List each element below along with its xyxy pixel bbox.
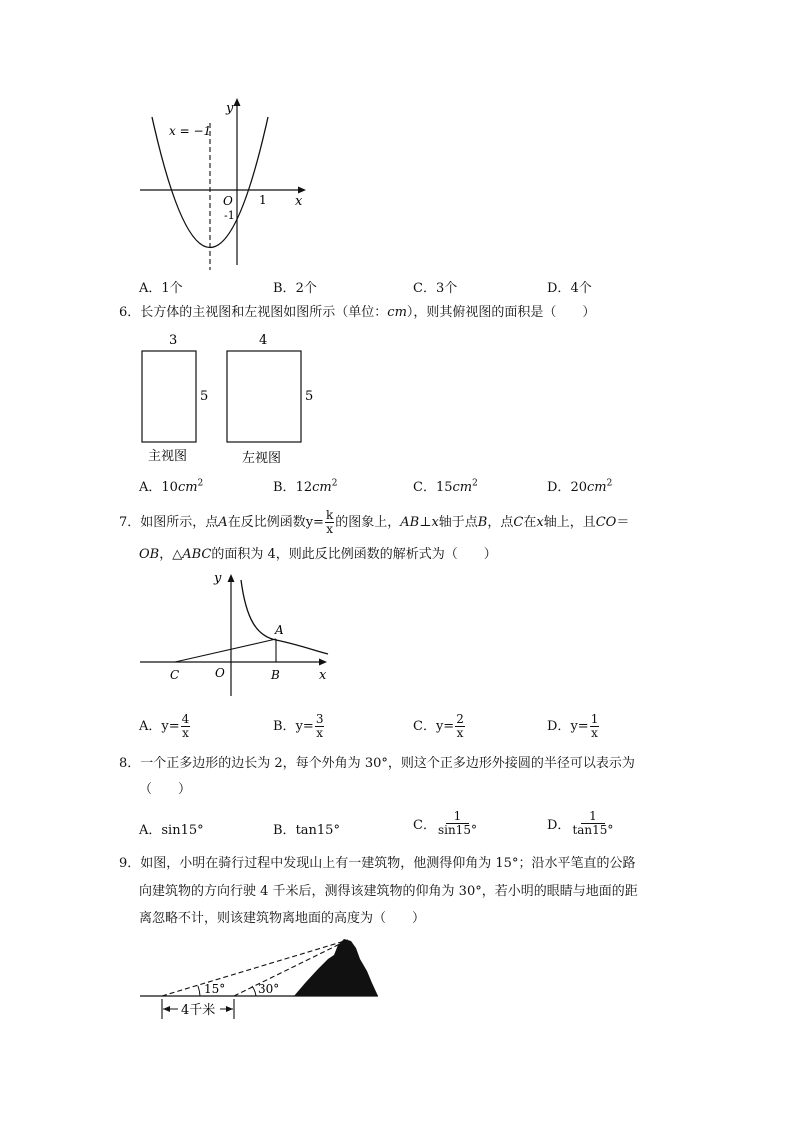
q8-option-a[interactable]: A．sin15° bbox=[139, 823, 204, 838]
q8-stem: 8．一个正多边形的边长为 2，每个外角为 30°，则这个正多边形外接圆的半径可以表示为 bbox=[119, 756, 635, 771]
q6-option-b[interactable]: B．$12cm^2$ bbox=[273, 478, 338, 495]
distance-arrowhead-right bbox=[226, 1006, 233, 1012]
left-view-rect bbox=[227, 351, 301, 442]
left-width-label: 4 bbox=[259, 333, 268, 348]
q9-stem-line3: 离忽略不计，则该建筑物离地面的高度为（ ） bbox=[139, 911, 426, 926]
point-b-label: B bbox=[271, 668, 280, 682]
parabola-graph bbox=[138, 95, 313, 275]
origin-label: O bbox=[215, 666, 225, 680]
left-height-label: 5 bbox=[305, 389, 314, 404]
q6-option-c[interactable]: C．$15cm^2$ bbox=[413, 478, 478, 495]
q5-option-a[interactable]: A．1个 bbox=[139, 281, 183, 296]
angle-arc-15 bbox=[198, 986, 200, 996]
origin-label: O bbox=[223, 194, 233, 208]
point-c-label: C bbox=[170, 668, 180, 682]
q7-option-b[interactable]: B．y= $\frac{3}{x}$ bbox=[273, 712, 324, 740]
distance-label: 4千米 bbox=[181, 1003, 216, 1018]
left-caption: 左视图 bbox=[242, 451, 282, 466]
q7-option-d[interactable]: D．y= $\frac{1}{x}$ bbox=[547, 712, 599, 740]
q8-option-b[interactable]: B．tan15° bbox=[273, 823, 340, 838]
q6-stem: 6．长方体的主视图和左视图如图所示（单位：cm），则其俯视图的面积是（ ） bbox=[119, 305, 596, 320]
x-axis-arrow bbox=[298, 187, 306, 194]
q8-option-c[interactable]: C． $\frac{1}{\sin 15^\circ}$ bbox=[413, 809, 477, 837]
front-height-label: 5 bbox=[200, 389, 209, 404]
hyperbola-curve bbox=[241, 580, 328, 654]
q7-option-c[interactable]: C．y= $\frac{2}{x}$ bbox=[413, 712, 464, 740]
q7-stem-line2: OB，△ABC的面积为 4，则此反比例函数的解析式为（ ） bbox=[139, 547, 497, 562]
tick-one-label: 1 bbox=[259, 193, 267, 207]
y-axis-arrow bbox=[234, 98, 241, 106]
x-axis-arrow bbox=[319, 659, 327, 666]
three-view-figure bbox=[138, 330, 328, 470]
symmetry-label: x = −1 bbox=[169, 124, 212, 138]
front-width-label: 3 bbox=[169, 333, 178, 348]
mountain-silhouette bbox=[294, 939, 378, 996]
segment-ca bbox=[175, 639, 276, 662]
q9-stem-line2: 向建筑物的方向行驶 4 千米后，测得该建筑物的仰角为 30°，若小明的眼睛与地面的距 bbox=[139, 884, 638, 899]
elevation-figure bbox=[138, 935, 383, 1025]
distance-arrowhead-left bbox=[163, 1006, 170, 1012]
x-axis-label: x bbox=[319, 668, 327, 683]
q8-option-d[interactable]: D． $\frac{1}{\tan 15^\circ}$ bbox=[547, 809, 614, 837]
front-caption: 主视图 bbox=[148, 449, 188, 464]
angle-30-label: 30° bbox=[258, 982, 280, 996]
angle-arc-30 bbox=[252, 986, 256, 996]
q8-blank: （ ） bbox=[139, 782, 192, 797]
q7-stem-line1: 7．如图所示，点A在反比例函数y= $\frac{k}{x}$ 的图象上，AB⊥x轴于点B，点C在x轴上，且CO＝ bbox=[119, 508, 630, 536]
x-axis-label: x bbox=[295, 194, 303, 209]
intercept-label: -1 bbox=[224, 209, 235, 222]
q6-option-a[interactable]: A．$10cm^2$ bbox=[139, 478, 204, 495]
y-axis-label: y bbox=[226, 101, 234, 116]
hyperbola-graph bbox=[138, 568, 333, 698]
y-axis-arrow bbox=[228, 574, 235, 582]
q5-option-b[interactable]: B．2个 bbox=[273, 281, 317, 296]
q6-option-d[interactable]: D．$20cm^2$ bbox=[547, 478, 613, 495]
q5-option-c[interactable]: C．3个 bbox=[413, 281, 458, 296]
point-a-label: A bbox=[275, 623, 284, 637]
q9-stem-line1: 9．如图，小明在骑行过程中发现山上有一建筑物，他测得仰角为 15°；沿水平笔直的公路 bbox=[119, 856, 636, 871]
q7-option-a[interactable]: A．y= $\frac{4}{x}$ bbox=[139, 712, 190, 740]
q5-option-d[interactable]: D．4个 bbox=[547, 281, 592, 296]
angle-15-label: 15° bbox=[204, 982, 226, 996]
front-view-rect bbox=[142, 351, 196, 442]
y-axis-label: y bbox=[214, 571, 222, 586]
